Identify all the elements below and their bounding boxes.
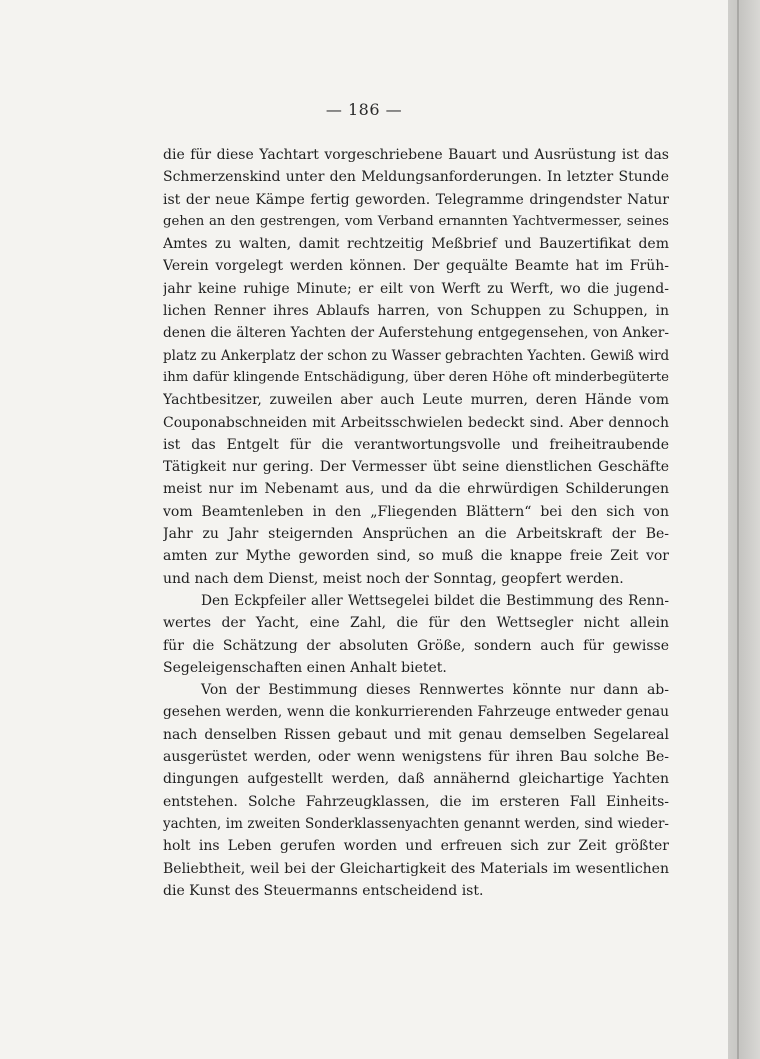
- text-line: wertes der Yacht, eine Zahl, die für den Wettsegler nicht allein: [163, 615, 669, 632]
- text-line: jahr keine ruhige Minute; er eilt von Werft zu Werft, wo die jugend-: [163, 280, 669, 297]
- text-line: Jahr zu Jahr steigernden Ansprüchen an die Arbeitskraft der Be-: [163, 526, 669, 543]
- text-line: Schmerzenskind unter den Meldungsanforderungen. In letzter Stunde: [163, 169, 669, 186]
- text-line: für die Schätzung der absoluten Größe, sondern auch für gewisse: [163, 637, 669, 654]
- text-line: Von der Bestimmung dieses Rennwertes könnte nur dann ab-: [201, 682, 669, 699]
- text-line: nach denselben Rissen gebaut und mit genau demselben Segelareal: [163, 726, 669, 743]
- text-line: die Kunst des Steuermanns entscheidend ist.: [163, 882, 484, 899]
- text-line: Yachtbesitzer, zuweilen aber auch Leute murren, deren Hände vom: [163, 392, 669, 409]
- text-line: ausgerüstet werden, oder wenn wenigstens für ihren Bau solche Be-: [163, 749, 669, 766]
- text-line: Beliebtheit, weil bei der Gleichartigkeit des Materials im wesentlichen: [163, 860, 669, 877]
- paragraph-3: [163, 679, 669, 902]
- text-line: ihm dafür klingende Entschädigung, über deren Höhe oft minderbegüterte: [163, 369, 669, 385]
- text-line: entstehen. Solche Fahrzeugklassen, die im ersteren Fall Einheits-: [163, 793, 669, 810]
- text-line: Segeleigenschaften einen Anhalt bietet.: [163, 659, 447, 676]
- text-line: gesehen werden, wenn die konkurrierenden Fahrzeuge entweder genau: [163, 704, 669, 721]
- page-edge-shadow: [728, 0, 760, 1059]
- text-line: amten zur Mythe geworden sind, so muß die knappe freie Zeit vor: [163, 548, 669, 565]
- text-line: und nach dem Dienst, meist noch der Sonntag, geopfert werden.: [163, 570, 624, 587]
- text-line: meist nur im Nebenamt aus, und da die ehrwürdigen Schilderungen: [163, 481, 669, 498]
- text-line: yachten, im zweiten Sonderklassenyachten genannt werden, sind wieder-: [163, 815, 669, 832]
- page-edge-line: [737, 0, 739, 1059]
- text-line: Couponabschneiden mit Arbeitsschwielen bedeckt sind. Aber dennoch: [163, 414, 669, 431]
- text-line: Amtes zu walten, damit rechtzeitig Meßbrief und Bauzertifikat dem: [163, 236, 669, 253]
- text-line: ist das Entgelt für die verantwortungsvolle und freiheitraubende: [163, 436, 669, 453]
- paragraph-2: [163, 590, 669, 679]
- text-line: ist der neue Kämpe fertig geworden. Telegramme dringendster Natur: [163, 191, 669, 208]
- text-line: platz zu Ankerplatz der schon zu Wasser gebrachten Yachten. Gewiß wird: [163, 347, 669, 364]
- text-line: dingungen aufgestellt werden, daß annähernd gleichartige Yachten: [163, 771, 669, 788]
- paragraph-1: [163, 144, 669, 590]
- text-line: Verein vorgelegt werden können. Der gequälte Beamte hat im Früh-: [163, 258, 669, 275]
- text-line: Den Eckpfeiler aller Wettsegelei bildet die Bestimmung des Renn-: [201, 592, 669, 609]
- text-line: die für diese Yachtart vorgeschriebene Bauart und Ausrüstung ist das: [163, 147, 669, 163]
- body-text: [163, 144, 669, 902]
- page-number: — 186 —: [325, 100, 403, 119]
- text-line: Tätigkeit nur gering. Der Vermesser übt seine dienstlichen Geschäfte: [163, 459, 669, 476]
- text-line: holt ins Leben gerufen worden und erfreuen sich zur Zeit größter: [163, 838, 669, 855]
- text-line: gehen an den gestrengen, vom Verband ernannten Yachtvermesser, seines: [163, 213, 669, 229]
- text-line: vom Beamtenleben in den „Fliegenden Blättern“ bei den sich von: [163, 503, 669, 520]
- text-line: denen die älteren Yachten der Auferstehung entgegensehen, von Anker-: [163, 325, 669, 342]
- text-line: lichen Renner ihres Ablaufs harren, von Schuppen zu Schuppen, in: [163, 303, 669, 320]
